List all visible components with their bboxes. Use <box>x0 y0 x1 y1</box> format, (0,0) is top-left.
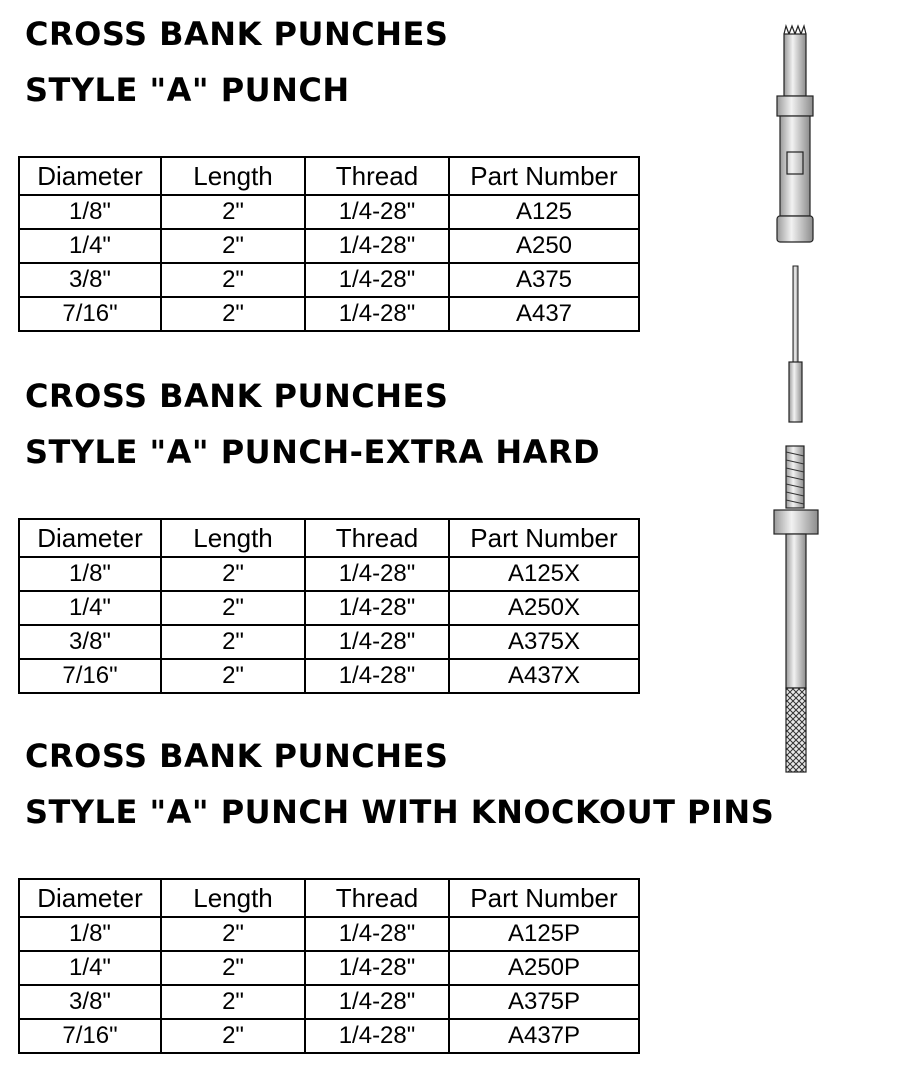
cell-part-number: A250X <box>449 591 639 625</box>
header-diameter: Diameter <box>19 879 161 917</box>
cell-diameter: 1/8" <box>19 195 161 229</box>
table-row <box>19 591 639 625</box>
table-row <box>19 659 639 693</box>
cell-part-number: A125X <box>449 557 639 591</box>
cell-diameter: 7/16" <box>19 659 161 693</box>
header-part-number: Part Number <box>449 519 639 557</box>
cell-part-number: A375P <box>449 985 639 1019</box>
header-diameter: Diameter <box>19 519 161 557</box>
header-thread: Thread <box>305 519 449 557</box>
header-length: Length <box>161 879 305 917</box>
cell-thread: 1/4-28" <box>305 659 449 693</box>
table-header-row <box>19 879 639 917</box>
table-row <box>19 297 639 331</box>
threaded-punch-icon <box>774 446 818 772</box>
cell-length: 2" <box>161 1019 305 1053</box>
punch-illustration <box>760 20 840 780</box>
cell-diameter: 1/4" <box>19 591 161 625</box>
cell-thread: 1/4-28" <box>305 591 449 625</box>
knockout-pin-icon <box>789 266 802 422</box>
cell-length: 2" <box>161 659 305 693</box>
cell-thread: 1/4-28" <box>305 229 449 263</box>
header-part-number: Part Number <box>449 879 639 917</box>
cell-length: 2" <box>161 951 305 985</box>
cell-diameter: 7/16" <box>19 297 161 331</box>
table-row <box>19 917 639 951</box>
cell-diameter: 3/8" <box>19 263 161 297</box>
header-diameter: Diameter <box>19 157 161 195</box>
header-thread: Thread <box>305 879 449 917</box>
table-row <box>19 625 639 659</box>
cell-thread: 1/4-28" <box>305 985 449 1019</box>
section-3-subtitle: STYLE "A" PUNCH WITH KNOCKOUT PINS <box>25 793 775 831</box>
cell-thread: 1/4-28" <box>305 297 449 331</box>
section-2-title: CROSS BANK PUNCHES <box>25 377 449 415</box>
cell-part-number: A437X <box>449 659 639 693</box>
header-length: Length <box>161 519 305 557</box>
cell-diameter: 1/4" <box>19 229 161 263</box>
header-length: Length <box>161 157 305 195</box>
section-3-title: CROSS BANK PUNCHES <box>25 737 449 775</box>
cell-length: 2" <box>161 985 305 1019</box>
section-1-subtitle: STYLE "A" PUNCH <box>25 71 350 109</box>
cell-thread: 1/4-28" <box>305 951 449 985</box>
table-header-row <box>19 157 639 195</box>
cell-diameter: 1/8" <box>19 917 161 951</box>
section-2-subtitle: STYLE "A" PUNCH-EXTRA HARD <box>25 433 601 471</box>
cell-thread: 1/4-28" <box>305 195 449 229</box>
spec-table-1 <box>18 156 640 332</box>
cell-part-number: A250 <box>449 229 639 263</box>
table-header-row <box>19 519 639 557</box>
cell-length: 2" <box>161 557 305 591</box>
cell-length: 2" <box>161 917 305 951</box>
cell-length: 2" <box>161 195 305 229</box>
table-row <box>19 557 639 591</box>
table-row <box>19 195 639 229</box>
cell-diameter: 1/8" <box>19 557 161 591</box>
cell-length: 2" <box>161 297 305 331</box>
cell-thread: 1/4-28" <box>305 557 449 591</box>
header-part-number: Part Number <box>449 157 639 195</box>
table-row <box>19 263 639 297</box>
cell-part-number: A125P <box>449 917 639 951</box>
cell-length: 2" <box>161 591 305 625</box>
table-row <box>19 985 639 1019</box>
cell-part-number: A125 <box>449 195 639 229</box>
cell-length: 2" <box>161 625 305 659</box>
cell-part-number: A437P <box>449 1019 639 1053</box>
spec-table-2 <box>18 518 640 694</box>
section-1-title: CROSS BANK PUNCHES <box>25 15 449 53</box>
cell-part-number: A250P <box>449 951 639 985</box>
cell-diameter: 7/16" <box>19 1019 161 1053</box>
table-row <box>19 1019 639 1053</box>
cell-diameter: 1/4" <box>19 951 161 985</box>
cell-thread: 1/4-28" <box>305 1019 449 1053</box>
cell-diameter: 3/8" <box>19 625 161 659</box>
header-thread: Thread <box>305 157 449 195</box>
cell-part-number: A375X <box>449 625 639 659</box>
cell-diameter: 3/8" <box>19 985 161 1019</box>
table-row <box>19 229 639 263</box>
cell-part-number: A437 <box>449 297 639 331</box>
spec-table-3 <box>18 878 640 1054</box>
cell-thread: 1/4-28" <box>305 625 449 659</box>
table-row <box>19 951 639 985</box>
cell-length: 2" <box>161 229 305 263</box>
cell-length: 2" <box>161 263 305 297</box>
punch-body-icon <box>777 26 813 242</box>
cell-part-number: A375 <box>449 263 639 297</box>
cell-thread: 1/4-28" <box>305 917 449 951</box>
cell-thread: 1/4-28" <box>305 263 449 297</box>
